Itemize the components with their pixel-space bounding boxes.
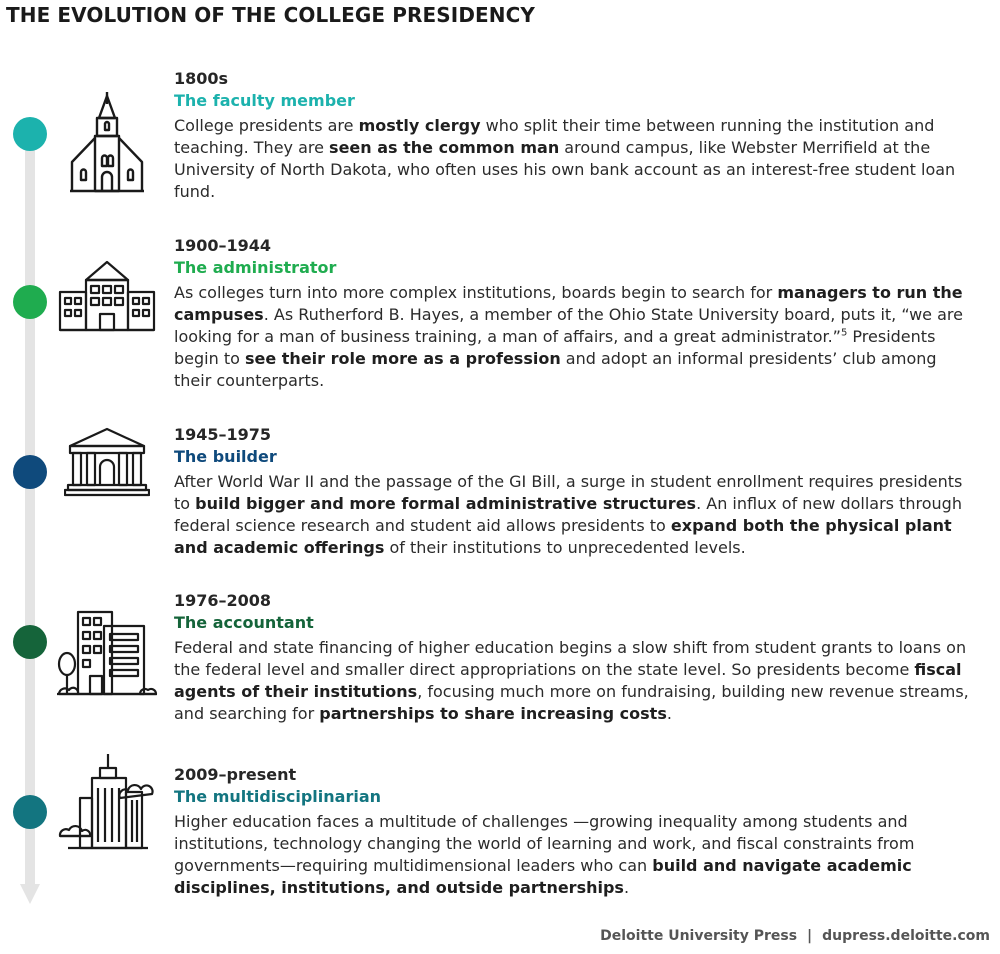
timeline-dot-1945-1975 <box>13 455 47 489</box>
footer-separator: | <box>807 928 813 944</box>
era-role: The multidisciplinarian <box>174 787 382 806</box>
era-2009-present <box>174 764 974 899</box>
timeline-dot-1900-1944 <box>13 285 47 319</box>
era-description <box>174 811 974 899</box>
text-run: As colleges turn into more complex institutions, boards begin to search for <box>174 283 778 302</box>
era-role: The accountant <box>174 613 314 632</box>
text-run: , focusing much more on fundraising, building new revenue streams, and searching for <box>174 682 969 723</box>
text-bold: expand both the physical plant and academic offerings <box>174 516 952 557</box>
text-run: and adopt an informal presidents’ club among their counterparts. <box>174 349 937 390</box>
footer-url: dupress.deloitte.com <box>822 928 990 944</box>
text-bold: fiscal agents of their institutions <box>174 660 962 701</box>
campus-building-icon <box>58 258 156 334</box>
text-bold: see their role more as a profession <box>244 349 561 368</box>
footer-publisher: Deloitte University Press <box>600 928 798 944</box>
columned-hall-icon <box>64 426 150 498</box>
text-bold: seen as the common man <box>329 138 560 157</box>
page-title: THE EVOLUTION OF THE COLLEGE PRESIDENCY <box>6 3 535 27</box>
text-run: College presidents are <box>174 116 359 135</box>
text-bold: build and navigate academic disciplines, institutions, and outside partnerships <box>174 856 912 897</box>
footnote-marker: 5 <box>840 327 848 339</box>
era-year: 1800s <box>174 69 229 88</box>
era-description <box>174 282 974 392</box>
text-run: . <box>623 878 630 897</box>
era-role: The faculty member <box>174 91 355 110</box>
text-run: Presidents begin to <box>174 327 936 368</box>
era-description <box>174 115 974 203</box>
timeline-dot-2009-present <box>13 795 47 829</box>
text-bold: build bigger and more formal administrative structures <box>195 494 697 513</box>
era-description <box>174 637 974 725</box>
text-run: Federal and state financing of higher education begins a slow shift from student grants to loans on the federal level and smaller direct appropriations on the state level. So presidents become <box>174 638 967 679</box>
text-bold: mostly clergy <box>358 116 481 135</box>
text-bold: partnerships to share increasing costs <box>319 704 667 723</box>
era-1900-1944 <box>174 235 974 392</box>
era-1800s <box>174 68 974 203</box>
church-icon <box>68 90 148 194</box>
text-run: . An influx of new dollars through federal science research and student aid allows presidents to <box>174 494 962 535</box>
timeline-arrow-icon <box>20 884 40 904</box>
text-run: . As Rutherford B. Hayes, a member of the Ohio State University board, puts it, “we are looking for a man of business training, a man of affairs, and a great administrator.” <box>174 305 963 346</box>
timeline-dot-1976-2008 <box>13 625 47 659</box>
text-run: . <box>666 704 672 723</box>
text-run: Higher education faces a multitude of challenges —growing inequality among students and institutions, technology changing the world of learning and work, and fiscal constraints from governments—requiring multidimensional leaders who can <box>174 812 915 875</box>
era-year: 2009–present <box>174 765 297 784</box>
text-run: who split their time between running the institution and teaching. They are <box>174 116 935 157</box>
era-role: The administrator <box>174 258 337 277</box>
timeline-track <box>25 134 35 886</box>
era-role: The builder <box>174 447 277 466</box>
office-buildings-icon <box>56 610 158 698</box>
footer-credit <box>600 928 990 944</box>
era-1976-2008 <box>174 590 974 725</box>
text-run: around campus, like Webster Merrifield at the University of North Dakota, who often uses his own bank account as an interest-free student loan fund. <box>174 138 956 201</box>
era-year: 1945–1975 <box>174 425 272 444</box>
text-bold: managers to run the campuses <box>174 283 963 324</box>
timeline-dot-1800s <box>13 117 47 151</box>
era-year: 1976–2008 <box>174 591 272 610</box>
era-description <box>174 471 974 559</box>
text-run: After World War II and the passage of the GI Bill, a surge in student enrollment requires presidents to <box>174 472 963 513</box>
era-1945-1975 <box>174 424 974 559</box>
text-run: of their institutions to unprecedented levels. <box>384 538 746 557</box>
skyline-icon <box>58 752 156 852</box>
era-year: 1900–1944 <box>174 236 272 255</box>
